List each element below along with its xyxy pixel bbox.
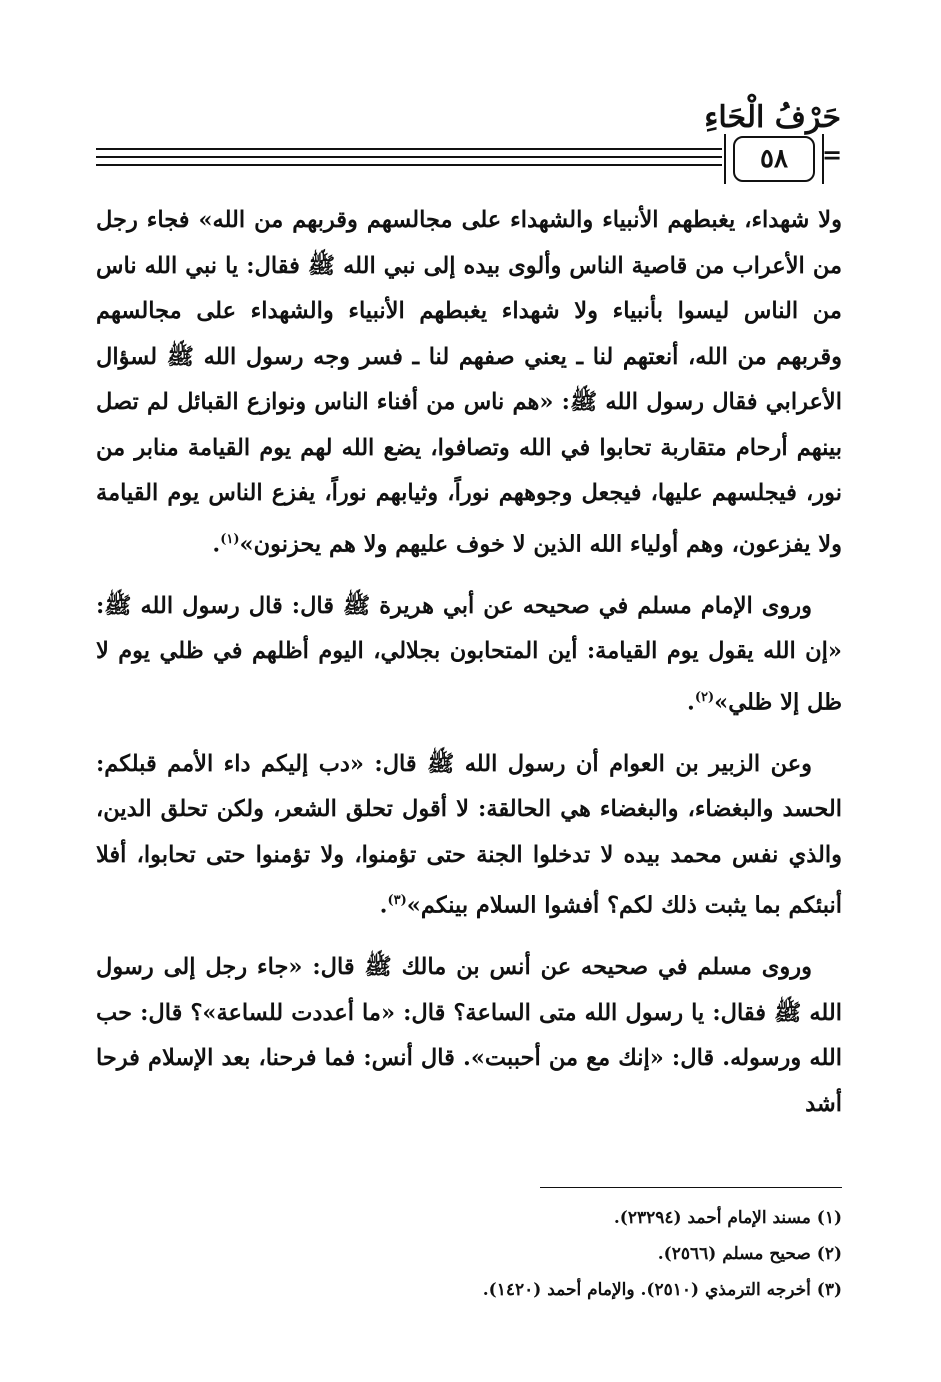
footnote-ref-2: (٢) bbox=[694, 689, 715, 705]
running-title: حَرْفُ الْحَاءِ bbox=[704, 100, 841, 135]
paragraph-1-text: ولا شهداء، يغبطهم الأنبياء والشهداء على مجالسهم وقربهم من الله» فجاء رجل من الأعراب من قاصية الناس وألوى بيده إلى نبي الله ﷺ فقال: يا نبي الله ناس من الناس ليسوا بأنبياء ولا شهداء يغبطهم الأنبياء والشهداء على مجالسهم وقربهم من الله، أنعتهم لنا ـ يعني صفهم لنا ـ فسر وجه رسول الله ﷺ لسؤال الأعرابي فقال رسول الله ﷺ: «هم ناس من أفناء الناس ونوازع القبائل لم تصل بينهم أرحام متقاربة تحابوا في الله وتصافوا، يضع الله لهم يوم القيامة منابر من نور، فيجلسهم عليها، فيجعل وجوههم نوراً، وثيابهم نوراً، يفزع الناس يوم القيامة ولا يفزعون، وهم أولياء الله الذين لا خوف عليهم ولا هم يحزنون» bbox=[96, 207, 842, 557]
paragraph-4 bbox=[96, 945, 842, 1127]
page-number: ٥٨ bbox=[733, 136, 815, 182]
footnotes bbox=[300, 1200, 842, 1308]
footnote-2: (٢) صحيح مسلم (٢٥٦٦). bbox=[657, 1244, 842, 1264]
footnote-ref-1: (١) bbox=[220, 531, 240, 547]
footnote-1: (١) مسند الإمام أحمد (٢٣٢٩٤). bbox=[613, 1208, 842, 1228]
body-text bbox=[96, 198, 842, 1143]
paragraph-2-text: وروى الإمام مسلم في صحيحه عن أبي هريرة ﷺ قال: قال رسول الله ﷺ: «إن الله يقول يوم القيامة: أين المتحابون بجلالي، اليوم أظلهم في ظلي يوم لا ظل إلا ظلي» bbox=[96, 592, 842, 715]
header-rule-bottom bbox=[96, 164, 722, 166]
footnote-separator bbox=[540, 1187, 842, 1188]
paragraph-2: وروى الإمام مسلم في صحيحه عن أبي هريرة ﷺ قال: قال رسول الله ﷺ: «إن الله يقول يوم القيامة: أين المتحابون بجلالي، اليوم أظلهم في ظلي يوم لا ظل إلا ظلي»$^{(٢)}$. bbox=[96, 592, 842, 715]
paragraph-4-text: وروى مسلم في صحيحه عن أنس بن مالك ﷺ قال: «جاء رجل إلى رسول الله ﷺ فقال: يا رسول الله متى الساعة؟ قال: «ما أعددت للساعة»؟ قال: حب الله ورسوله. قال: «إنك مع من أحببت». قال أنس: فما فرحنا، بعد الإسلام فرحا أشد bbox=[96, 954, 842, 1117]
page-header bbox=[0, 0, 941, 190]
paragraph-1: ولا شهداء، يغبطهم الأنبياء والشهداء على مجالسهم وقربهم من الله» فجاء رجل من الأعراب من قاصية الناس وألوى بيده إلى نبي الله ﷺ فقال: يا نبي الله ناس من الناس ليسوا بأنبياء ولا شهداء يغبطهم الأنبياء والشهداء على مجالسهم وقربهم من الله، أنعتهم لنا ـ يعني صفهم لنا ـ فسر وجه رسول الله ﷺ لسؤال الأعرابي فقال رسول الله ﷺ: «هم ناس من أفناء الناس ونوازع القبائل لم تصل بينهم أرحام متقاربة تحابوا في الله وتصافوا، يضع الله لهم يوم القيامة منابر من نور، فيجلسهم عليها، فيجعل وجوههم نوراً، وثيابهم نوراً، يفزع الناس يوم القيامة ولا يفزعون، وهم أولياء الله الذين لا خوف عليهم ولا هم يحزنون»$^{(١)}$. bbox=[96, 207, 842, 557]
footnote-ref-3: (٣) bbox=[387, 893, 407, 908]
footnote-3: (٣) أخرجه الترمذي (٢٥١٠). والإمام أحمد (١٤٢٠). bbox=[482, 1280, 842, 1300]
header-rule-middle bbox=[96, 156, 722, 158]
header-eq-mark: = bbox=[822, 140, 843, 169]
paragraph-3: وعن الزبير بن العوام أن رسول الله ﷺ قال: «دب إليكم داء الأمم قبلكم: الحسد والبغضاء، والبغضاء هي الحالقة: لا أقول تحلق الشعر، ولكن تحلق الدين، والذي نفس محمد بيده لا تدخلوا الجنة حتى تؤمنوا، ولا تؤمنوا حتى تحابوا، أفلا أنبئكم بما يثبت ذلك لكم؟ أفشوا السلام بينكم»$^{(٣)}$. bbox=[96, 750, 842, 919]
paragraph-3-text: وعن الزبير بن العوام أن رسول الله ﷺ قال: «دب إليكم داء الأمم قبلكم: الحسد والبغضاء، والبغضاء هي الحالقة: لا أقول تحلق الشعر، ولكن تحلق الدين، والذي نفس محمد بيده لا تدخلوا الجنة حتى تؤمنوا، ولا تؤمنوا حتى تحابوا، أفلا أنبئكم بما يثبت ذلك لكم؟ أفشوا السلام بينكم» bbox=[96, 750, 842, 919]
header-rule-top bbox=[96, 148, 722, 150]
